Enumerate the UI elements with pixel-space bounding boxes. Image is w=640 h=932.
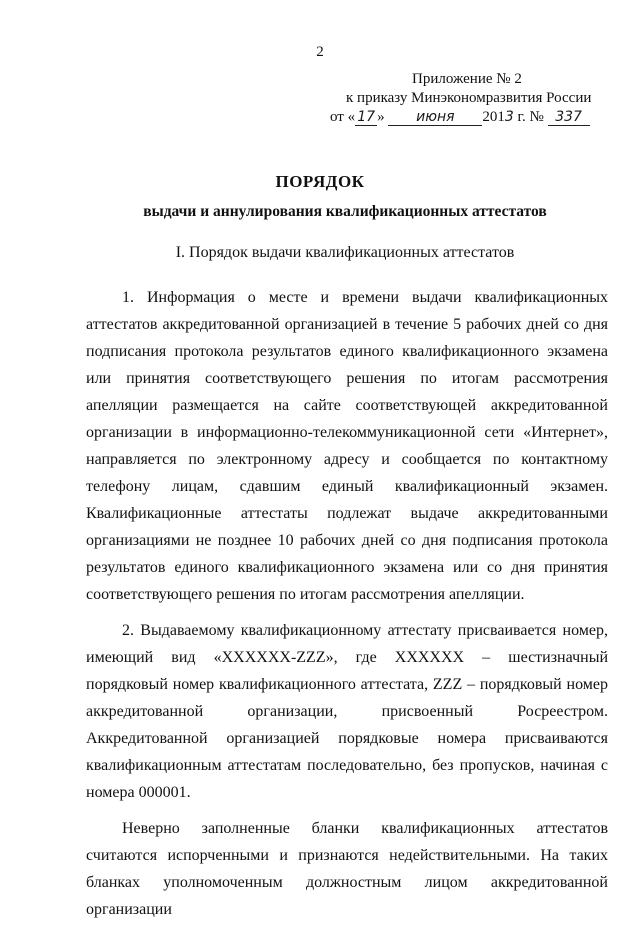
date-prefix: от « — [330, 109, 356, 125]
appendix-date-line — [330, 108, 620, 127]
page-number: 2 — [316, 44, 324, 60]
paragraph-1: 1. Информация о месте и времени выдачи квалификационных аттестатов аккредитованной организацией в течение 5 рабочих дней со дня подписания протокола результатов единого квалификационного экзамена или принятия соответствующего решения по итогам рассмотрения апелляции размещается на сайте соответствующей аккредитованной организации в информационно-телекоммуникационной сети «Интернет», направляется по электронному адресу и сообщается по контактному телефону лицам, сдавшим единый квалификационный экзамен. Квалификационные аттестаты подлежат выдаче аккредитованными организациями не позднее 10 рабочих дней со дня подписания протокола результатов единого квалификационного экзамена или со дня принятия соответствующего решения по итогам рассмотрения апелляции. — [86, 289, 608, 603]
appendix-title: Приложение № 2 — [412, 71, 522, 87]
handwritten-year-digit: 3 — [504, 109, 514, 125]
appendix-block — [330, 70, 620, 127]
handwritten-day: 17 — [355, 109, 377, 126]
date-quote-close: » — [377, 109, 385, 125]
handwritten-month: июня — [388, 109, 482, 126]
paragraph-2: 2. Выдаваемому квалификационному аттестату присваивается номер, имеющий вид «XXXXXX-ZZZ», где XXXXXX – шестизначный порядковый номер квалификационного аттестата, ZZZ – порядковый номер аккредитованной организации, присвоенный Росреестром. Аккредитованной организацией порядковые номера присваиваются квалификационным аттестатам последовательно, без пропусков, начиная с номера 000001. — [86, 622, 608, 801]
year-suffix: г. № — [513, 109, 548, 125]
year-prefix: 201 — [482, 109, 505, 125]
handwritten-order-number: 337 — [548, 109, 590, 126]
document-body — [86, 284, 608, 932]
appendix-order-reference: к приказу Минэкономразвития России — [346, 90, 592, 106]
document-subtitle: выдачи и аннулирования квалификационных аттестатов — [143, 203, 547, 220]
section-heading: I. Порядок выдачи квалификационных аттестатов — [175, 244, 515, 261]
document-title: ПОРЯДОК — [275, 172, 365, 191]
paragraph-3: Неверно заполненные бланки квалификационных аттестатов считаются испорченными и признаются недействительными. На таких бланках уполномоченным должностным лицом аккредитованной организации — [86, 820, 608, 918]
